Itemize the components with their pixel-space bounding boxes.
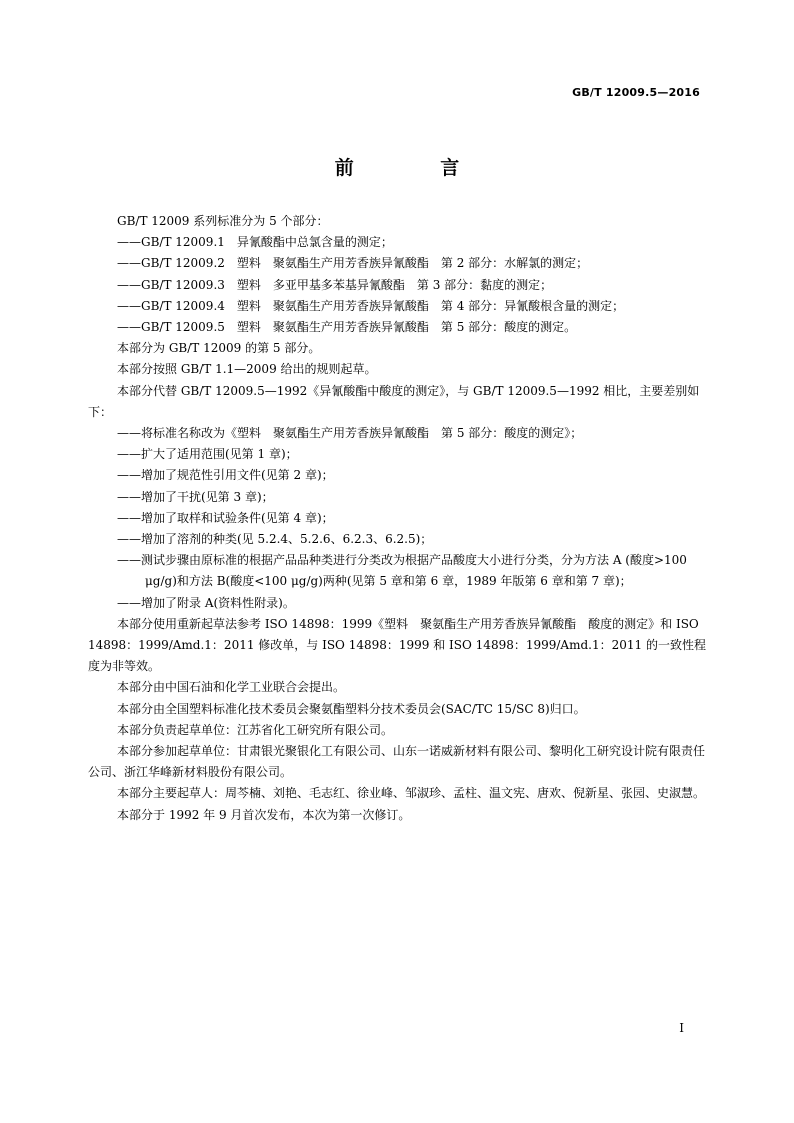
replace-paragraph: 本部分代替 GB/T 12009.5—1992《异氰酸酯中酸度的测定》，与 GB/T 12009.5—1992 相比，主要差别如下： [88, 383, 700, 419]
authors-paragraph: 本部分主要起草人：周芩楠、刘艳、毛志红、徐业峰、邹淑珍、孟柱、温文宪、唐欢、倪新星、张园、史淑慧。 [117, 786, 706, 801]
part-paragraph: 本部分为 GB/T 12009 的第 5 部分。 [117, 341, 321, 356]
part-list-item: ——GB/T 12009.3 塑料 多亚甲基多苯基异氰酸酯 第 3 部分：黏度的测定； [117, 277, 553, 292]
change-list-item: ——测试步骤由原标准的根据产品品种类进行分类改为根据产品酸度大小进行分类，分为方法 A (酸度>100 μg/g)和方法 B(酸度<100 μg/g)两种(见第 5 章和第 6 章，1989 年版第 6 章和第 7 章)； [117, 553, 687, 589]
change-list-item: ——增加了干扰(见第 3 章)； [117, 489, 274, 504]
page-number: I [679, 1021, 684, 1035]
history-paragraph: 本部分于 1992 年 9 月首次发布，本次为第一次修订。 [117, 807, 411, 822]
part-list-item: ——GB/T 12009.2 塑料 聚氨酯生产用芳香族异氰酸酯 第 2 部分：水解氯的测定； [117, 256, 589, 271]
change-list-item: ——扩大了适用范围(见第 1 章)； [117, 447, 298, 462]
proposed-paragraph: 本部分由中国石油和化学工业联合会提出。 [117, 680, 346, 695]
change-list-item: ——增加了取样和试验条件(见第 4 章)； [117, 510, 334, 525]
drafter-paragraph: 本部分负责起草单位：江苏省化工研究所有限公司。 [117, 722, 394, 737]
page-title: 前 言 [334, 157, 500, 179]
change-list-item: ——增加了附录 A(资料性附录)。 [117, 595, 295, 610]
change-list-item: ——增加了溶剂的种类(见 5.2.4、5.2.6、6.2.3、6.2.5)； [117, 532, 433, 547]
part-list-item: ——GB/T 12009.1 异氰酸酯中总氯含量的测定； [117, 235, 393, 250]
change-list-item: ——将标准名称改为《塑料 聚氨酯生产用芳香族异氰酸酯 第 5 部分：酸度的测定》； [117, 426, 583, 441]
participants-paragraph: 本部分参加起草单位：甘肃银光聚银化工有限公司、山东一诺威新材料有限公司、黎明化工研究设计院有限责任公司、浙江华峰新材料股份有限公司。 [88, 744, 706, 780]
standard-number: GB/T 12009.5—2016 [572, 86, 700, 99]
foreword-body [88, 211, 707, 826]
rule-paragraph: 本部分按照 GB/T 1.1—2009 给出的规则起草。 [117, 362, 377, 377]
intro-paragraph: GB/T 12009 系列标准分为 5 个部分： [117, 214, 329, 228]
part-list-item: ——GB/T 12009.4 塑料 聚氨酯生产用芳香族异氰酸酯 第 4 部分：异氰酸根含量的测定； [117, 298, 625, 313]
change-list-item: ——增加了规范性引用文件(见第 2 章)； [117, 468, 334, 483]
centralized-paragraph: 本部分由全国塑料标准化技术委员会聚氨酯塑料分技术委员会(SAC/TC 15/SC 8)归口。 [117, 701, 586, 716]
iso-paragraph: 本部分使用重新起草法参考 ISO 14898：1999《塑料 聚氨酯生产用芳香族异氰酸酯 酸度的测定》和 ISO 14898：1999/Amd.1：2011 修改单，与 ISO 14898：1999 和 ISO 14898：1999/Amd.1：2011 的一致性程度为非等效。 [88, 616, 706, 674]
part-list-item: ——GB/T 12009.5 塑料 聚氨酯生产用芳香族异氰酸酯 第 5 部分：酸度的测定。 [117, 320, 577, 335]
